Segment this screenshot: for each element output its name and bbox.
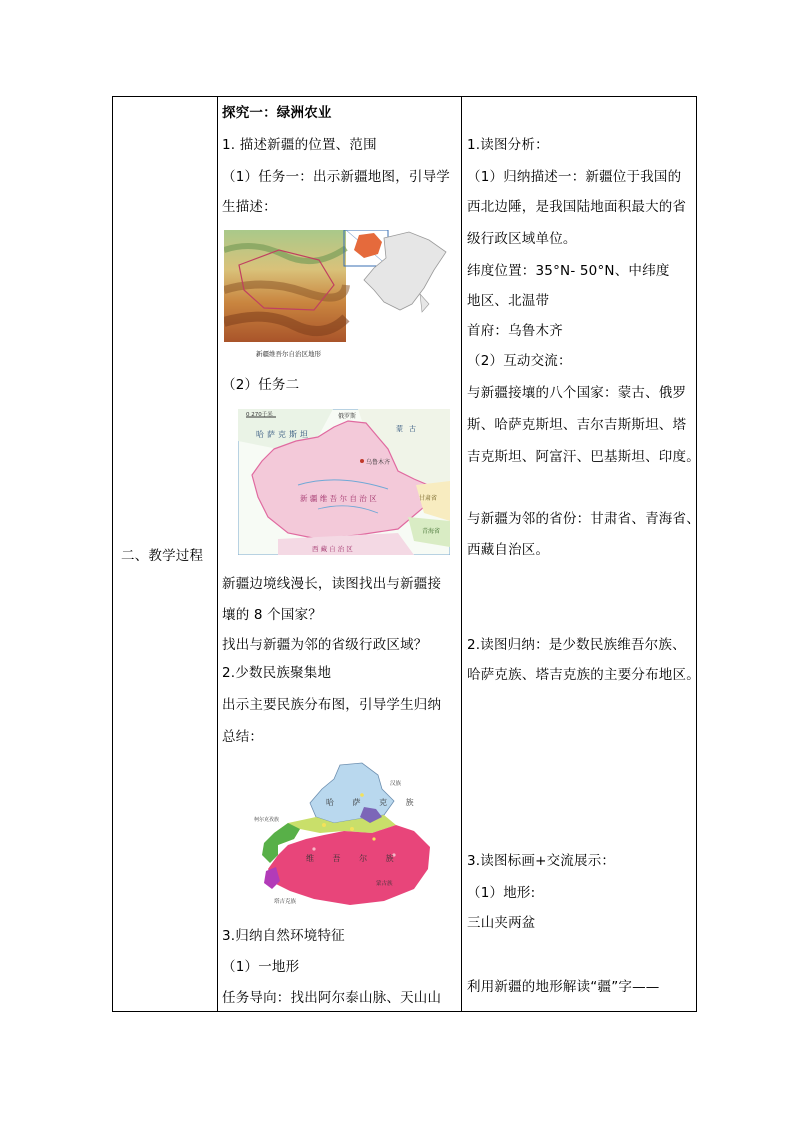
- right-line-14: 2.读图归纳：是少数民族维吾尔族、: [467, 637, 686, 653]
- ethnic-distribution-map: [254, 759, 434, 915]
- label-tibet: 西 藏 自 治 区: [312, 545, 353, 553]
- right-line-1: 1.读图分析：: [467, 137, 549, 153]
- xinjiang-political-map: [238, 409, 450, 555]
- label-urumqi: 乌鲁木齐: [366, 459, 391, 466]
- label-qinghai: 青海省: [422, 528, 441, 535]
- label-russia: 俄罗斯: [338, 413, 357, 420]
- student-activity-cell: [462, 97, 698, 1011]
- right-line-15: 哈萨克族、塔吉克族的主要分布地区。: [467, 667, 700, 683]
- right-line-6: 地区、北温带: [467, 293, 550, 309]
- right-line-5: 纬度位置：35°N- 50°N、中纬度: [467, 263, 670, 279]
- right-line-10: 斯、哈萨克斯坦、吉尔吉斯斯坦、塔: [467, 417, 687, 433]
- right-line-18: 三山夹两盆: [467, 915, 536, 931]
- question-2: 找出与新疆为邻的省级行政区域？: [222, 637, 428, 653]
- question-1-line-1: 新疆边境线漫长，读图找出与新疆接: [222, 576, 442, 592]
- label-kazakhstan: 哈萨克斯坦: [256, 430, 311, 439]
- label-gansu: 甘肃省: [419, 495, 438, 502]
- section-heading: 探究一：绿洲农业: [222, 105, 332, 121]
- task-2-label: （2）任务二: [222, 377, 300, 393]
- right-line-7: 首府：乌鲁木齐: [467, 323, 563, 339]
- right-line-9: 与新疆接壤的八个国家：蒙古、俄罗: [467, 385, 687, 401]
- label-kazakh: 哈 萨 克 族: [326, 798, 422, 807]
- task-1-line-2: 生描述：: [222, 199, 277, 215]
- right-line-8: （2）互动交流：: [467, 353, 572, 369]
- lesson-table: [112, 96, 700, 1012]
- question-1-line-2: 壤的 8 个国家？: [222, 607, 322, 623]
- label-tajik: 塔吉克族: [274, 899, 297, 905]
- right-line-12: 与新疆为邻的省份：甘肃省、青海省、: [467, 511, 700, 527]
- scale-bar: 0 270千米: [246, 412, 273, 418]
- label-kirgiz: 柯尔克孜族: [254, 817, 280, 823]
- xinjiang-terrain-map: [224, 230, 456, 370]
- step-2-title: 2.少数民族聚集地: [222, 665, 332, 681]
- right-line-16: 3.读图标画+交流展示：: [467, 853, 616, 869]
- step-1-title: 1. 描述新疆的位置、范围: [222, 137, 377, 153]
- right-line-19: 利用新疆的地形解读“疆”字——: [467, 979, 660, 995]
- right-line-11: 吉克斯坦、阿富汗、巴基斯坦、印度。: [467, 449, 700, 465]
- right-line-4: 级行政区域单位。: [467, 231, 577, 247]
- right-line-17: （1）地形:: [467, 885, 536, 901]
- right-line-3: 西北边陲，是我国陆地面积最大的省: [467, 199, 687, 215]
- step-3-sub: （1）一地形: [222, 959, 300, 975]
- step-2-line-1: 出示主要民族分布图，引导学生归纳: [222, 697, 442, 713]
- right-line-13: 西藏自治区。: [467, 542, 550, 558]
- row-label-cell: [113, 97, 217, 1011]
- label-mongol: 蒙古族: [376, 881, 393, 887]
- label-xinjiang: 新 疆 维 吾 尔 自 治 区: [300, 494, 377, 503]
- label-uyghur: 维 吾 尔 族: [306, 854, 402, 863]
- right-line-2: （1）归纳描述一：新疆位于我国的: [467, 169, 682, 185]
- step-3-task: 任务导向：找出阿尔泰山脉、天山山: [222, 990, 442, 1006]
- step-3-title: 3.归纳自然环境特征: [222, 928, 345, 944]
- step-2-line-2: 总结：: [222, 729, 264, 745]
- label-mongolia: 蒙古: [396, 425, 422, 433]
- task-1-line-1: （1）任务一：出示新疆地图，引导学: [222, 169, 450, 185]
- row-label: 二、教学过程: [121, 548, 204, 564]
- activity-cell: [218, 97, 461, 1011]
- terrain-map-caption: 新疆维吾尔自治区地形: [256, 350, 321, 358]
- label-han: 汉族: [390, 781, 402, 787]
